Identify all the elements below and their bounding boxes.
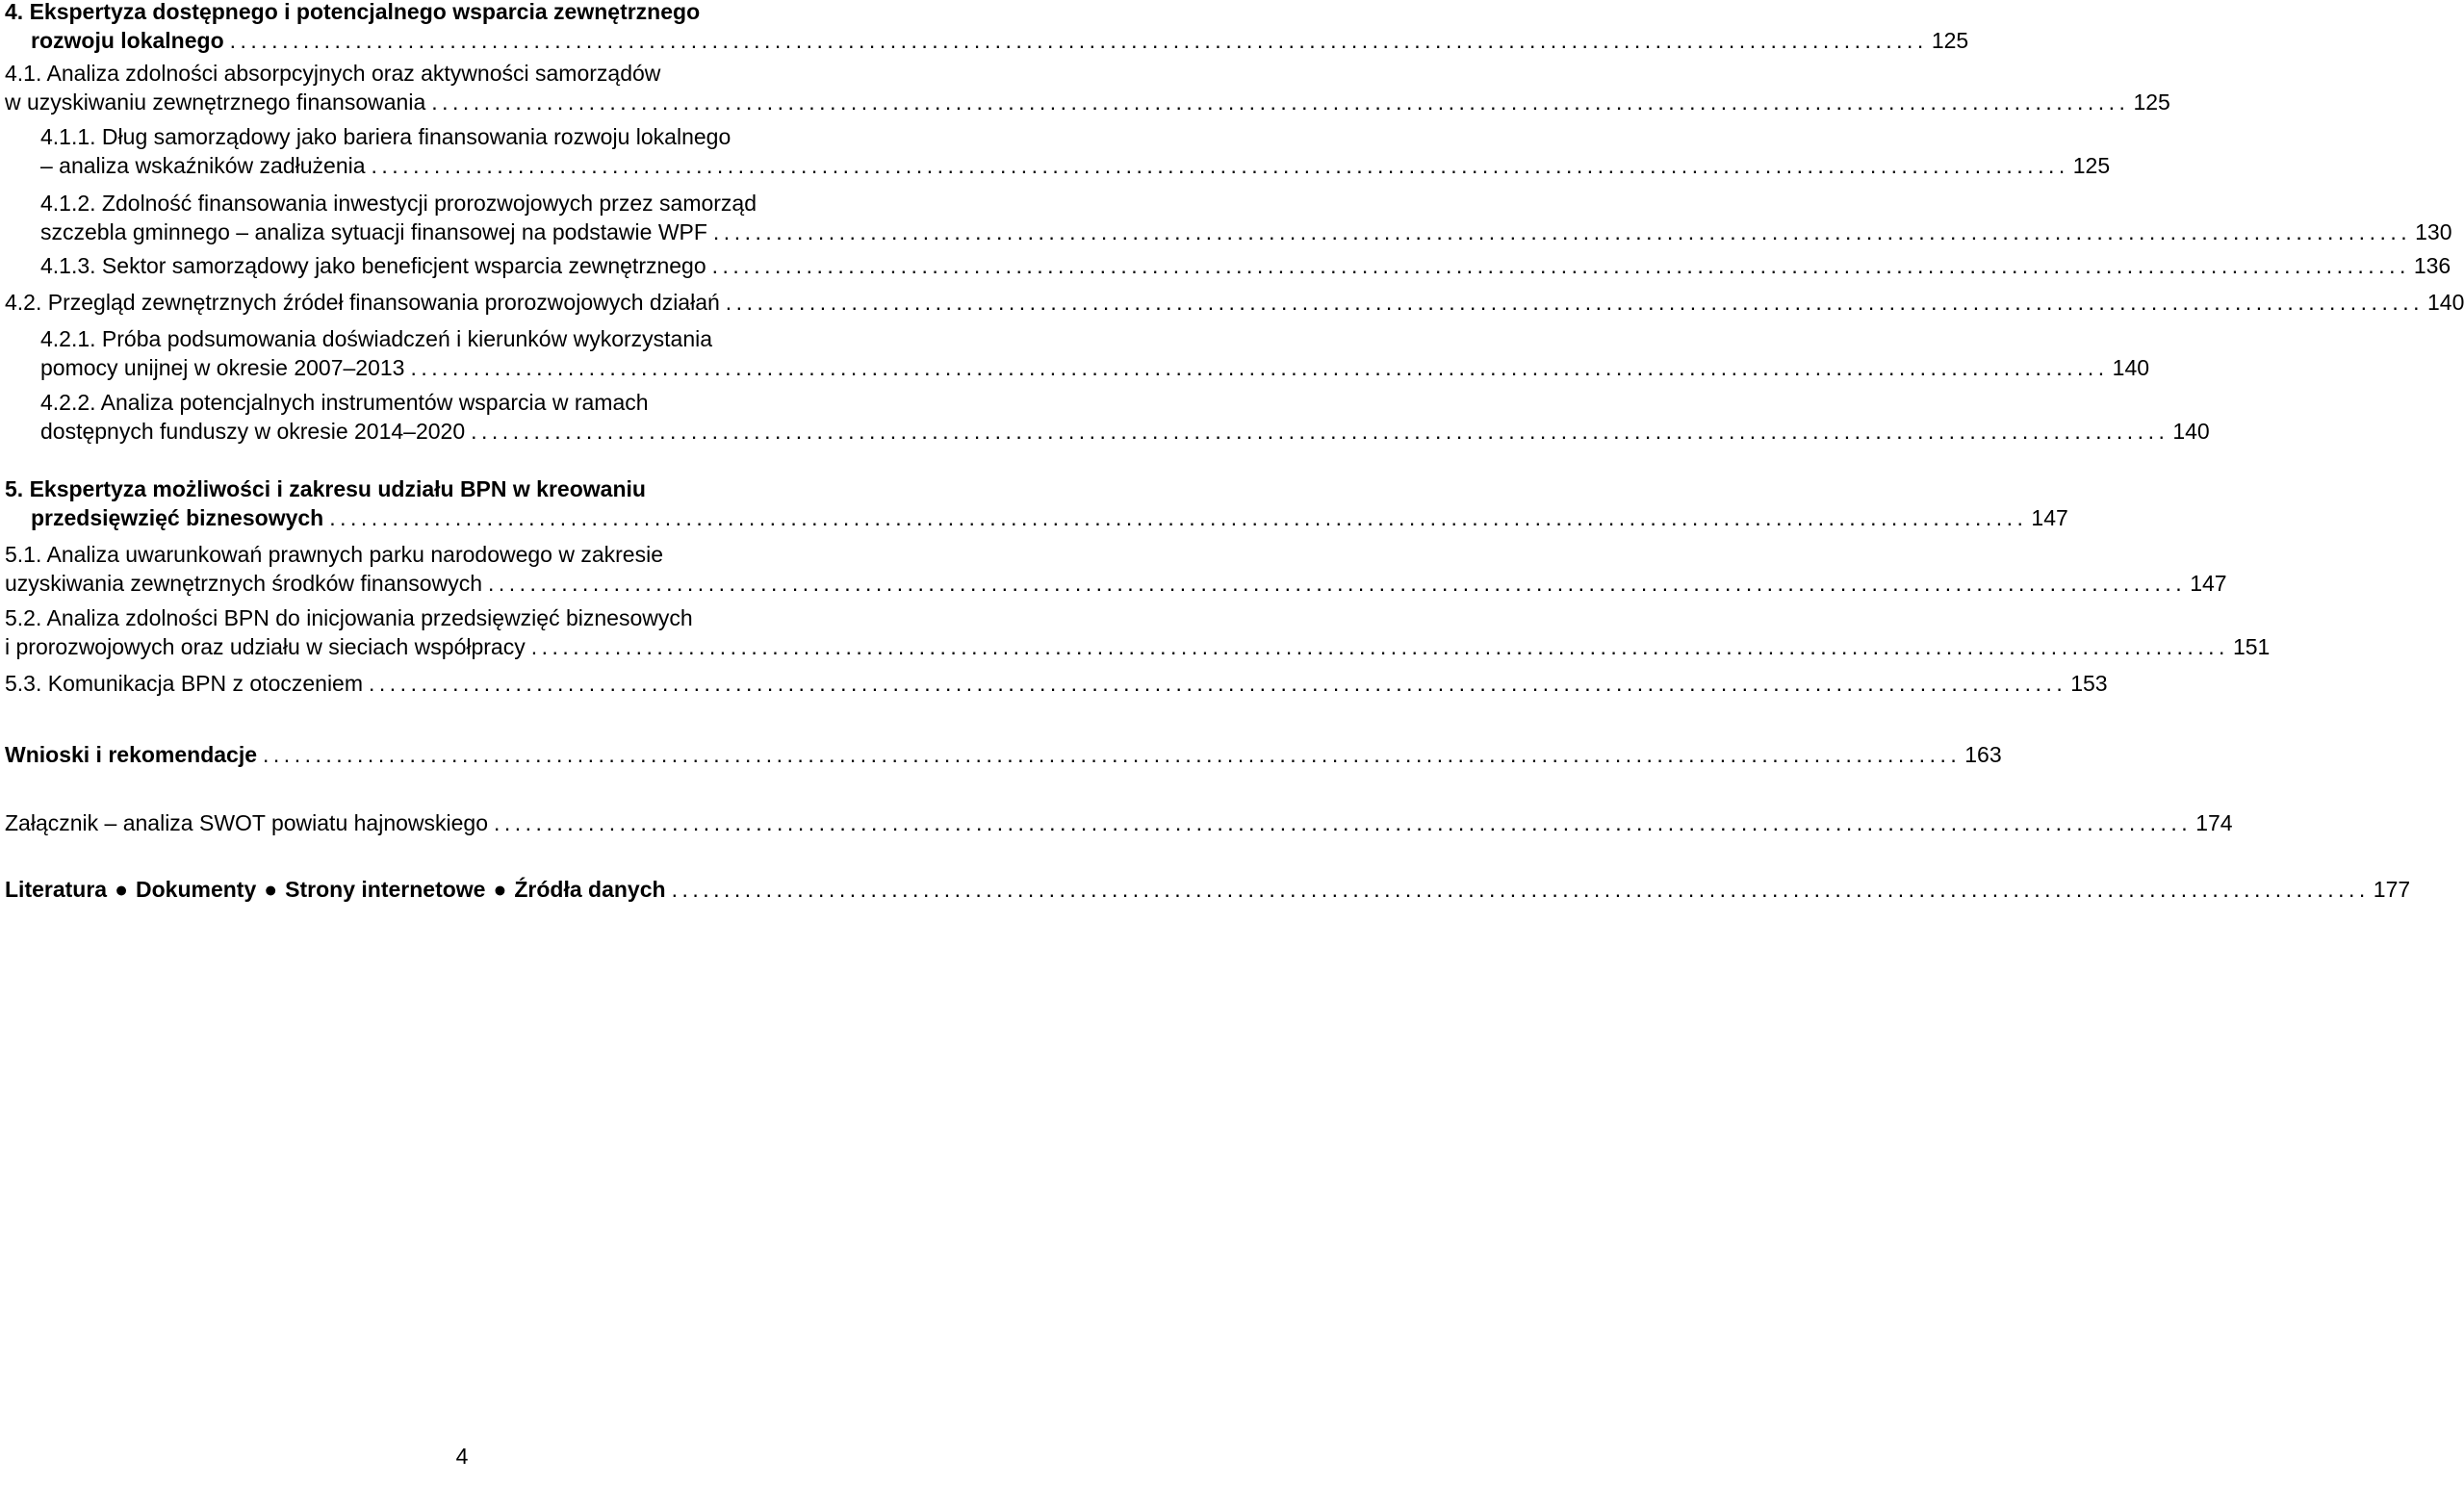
toc-page-number: 174 [2195, 810, 2233, 835]
toc-entry-5[interactable] [5, 474, 2068, 532]
toc-page-number: 140 [2112, 355, 2150, 380]
toc-page-number: 140 [2172, 419, 2210, 444]
toc-entry-4[interactable] [5, 0, 1969, 55]
toc-entry-title: 4.2. Przegląd zewnętrznych źródeł finansowania prorozwojowych działań [5, 290, 720, 315]
strony-label: Strony internetowe [285, 877, 486, 902]
toc-entry-4-1[interactable] [5, 59, 2170, 116]
toc-page-number: 153 [2070, 671, 2108, 696]
toc-entry-title-cont: i prorozwojowych oraz udziału w sieciach współpracy [5, 634, 526, 659]
dot-leader: .................................................................................................................................................................. [711, 253, 2410, 278]
toc-entry-title [5, 875, 666, 904]
toc-page-number: 136 [2413, 253, 2451, 278]
toc-entry-4-2[interactable] [5, 288, 2464, 317]
page-number: 4 [455, 1444, 469, 1469]
dot-leader: .................................................................................................................................................................. [530, 634, 2229, 659]
toc-entry-title: 5. Ekspertyza możliwości i zakresu udziału BPN w kreowaniu [5, 476, 646, 501]
toc-page-number: 125 [1931, 28, 1969, 53]
toc-entry-5-3[interactable] [5, 669, 2108, 698]
dot-leader: .................................................................................................................................................................. [671, 877, 2370, 902]
dot-leader: .................................................................................................................................................................. [229, 28, 1928, 53]
toc-page-number: 163 [1964, 742, 2002, 767]
toc-entry-4-1-2[interactable] [40, 189, 2452, 246]
toc-page-number: 147 [2031, 505, 2068, 530]
toc-entry-wnioski[interactable] [5, 740, 2002, 769]
toc-page-number: 140 [2427, 290, 2464, 315]
toc-entry-title: Wnioski i rekomendacje [5, 742, 258, 767]
dot-leader: .................................................................................................................................................................. [329, 505, 2028, 530]
toc-entry-title: 5.1. Analiza uwarunkowań prawnych parku narodowego w zakresie [5, 542, 664, 567]
toc-entry-title-cont: rozwoju lokalnego [31, 28, 224, 53]
toc-page-number: 177 [2373, 877, 2411, 902]
dot-leader: .................................................................................................................................................................. [488, 571, 2187, 596]
toc-page-number: 147 [2190, 571, 2227, 596]
toc-entry-5-2[interactable] [5, 603, 2271, 661]
literatura-label: Literatura [5, 877, 108, 902]
zrodla-label: Źródła danych [514, 877, 666, 902]
dot-leader: .................................................................................................................................................................. [263, 742, 1962, 767]
toc-entry-literatura[interactable] [5, 875, 2411, 904]
dot-leader: .................................................................................................................................................................. [712, 219, 2412, 244]
toc-entry-title: 5.2. Analiza zdolności BPN do inicjowania przedsięwzięć biznesowych [5, 605, 693, 630]
toc-page-number: 151 [2232, 634, 2271, 659]
toc-entry-title-cont: uzyskiwania zewnętrznych środków finansowych [5, 571, 482, 596]
toc-entry-title: 4.1.3. Sektor samorządowy jako beneficjent wsparcia zewnętrznego [40, 253, 706, 278]
toc-entry-title-cont: szczebla gminnego – analiza sytuacji finansowej na podstawie WPF [40, 219, 707, 244]
dot-leader: .................................................................................................................................................................. [369, 671, 2067, 696]
toc-entry-4-2-2[interactable] [40, 388, 2210, 446]
toc-entry-title: 4.2.2. Analiza potencjalnych instrumentów wsparcia w ramach [40, 390, 649, 415]
toc-entry-title: 4.1.2. Zdolność finansowania inwestycji prorozwojowych przez samorząd [40, 191, 757, 216]
dot-leader: .................................................................................................................................................................. [371, 153, 2069, 178]
toc-entry-title: 4.1.1. Dług samorządowy jako bariera finansowania rozwoju lokalnego [40, 124, 732, 149]
toc-entry-5-1[interactable] [5, 540, 2227, 598]
toc-entry-4-1-1[interactable] [40, 122, 2111, 180]
toc-page-number: 125 [2133, 90, 2170, 115]
toc-entry-title: Załącznik – analiza SWOT powiatu hajnowskiego [5, 810, 488, 835]
toc-entry-title-cont: przedsięwzięć biznesowych [31, 505, 324, 530]
toc-entry-4-1-3[interactable] [40, 251, 2451, 280]
dot-leader: .................................................................................................................................................................. [494, 810, 2193, 835]
bullet-icon: ● [115, 877, 128, 902]
toc-entry-title-cont: w uzyskiwaniu zewnętrznego finansowania [5, 90, 426, 115]
toc-entry-title: 5.3. Komunikacja BPN z otoczeniem [5, 671, 364, 696]
dot-leader: .................................................................................................................................................................. [725, 290, 2424, 315]
toc-entry-title-cont: pomocy unijnej w okresie 2007–2013 [40, 355, 405, 380]
toc-page-number: 125 [2072, 153, 2111, 178]
toc-entry-zalacznik[interactable] [5, 808, 2233, 837]
dot-leader: .................................................................................................................................................................. [471, 419, 2169, 444]
toc-entry-title: 4.1. Analiza zdolności absorpcyjnych oraz aktywności samorządów [5, 61, 661, 86]
dokumenty-label: Dokumenty [136, 877, 257, 902]
bullet-icon: ● [264, 877, 278, 902]
bullet-icon: ● [493, 877, 507, 902]
dot-leader: .................................................................................................................................................................. [431, 90, 2130, 115]
toc-entry-4-2-1[interactable] [40, 324, 2150, 382]
toc-entry-title: 4.2.1. Próba podsumowania doświadczeń i kierunków wykorzystania [40, 326, 713, 351]
toc-entry-title-cont: dostępnych funduszy w okresie 2014–2020 [40, 419, 466, 444]
toc-entry-title-cont: – analiza wskaźników zadłużenia [40, 153, 366, 178]
toc-entry-title: 4. Ekspertyza dostępnego i potencjalnego wsparcia zewnętrznego [5, 0, 701, 24]
dot-leader: .................................................................................................................................................................. [410, 355, 2109, 380]
toc-page-number: 130 [2415, 219, 2452, 244]
